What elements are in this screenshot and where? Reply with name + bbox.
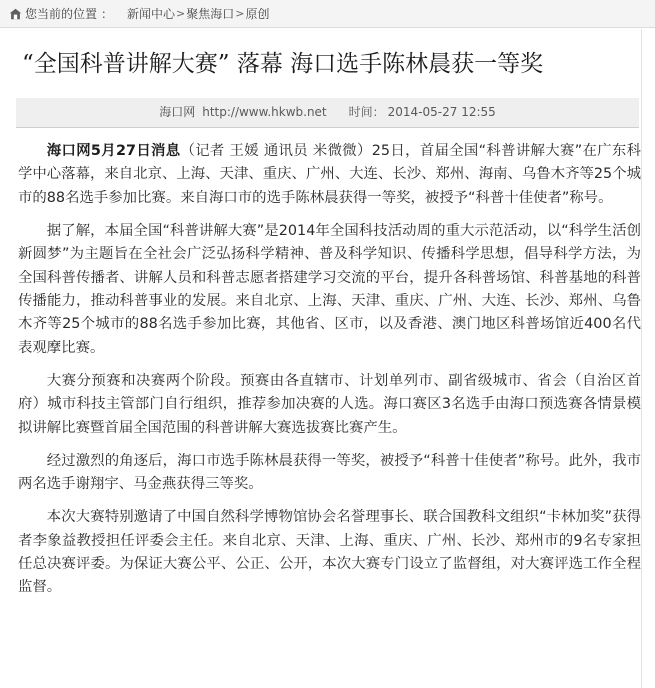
home-icon (9, 8, 22, 20)
breadcrumb-label: 您当前的位置 (25, 6, 98, 21)
page-title: “全国科普讲解大赛” 落幕 海口选手陈林晨获一等奖 (22, 51, 544, 77)
breadcrumb-item-focus-haikou[interactable]: 聚焦海口 (186, 6, 235, 21)
article-paragraph (18, 220, 641, 360)
paragraph-text: 大赛分预赛和决赛两个阶段。预赛由各直辖市、计划单列市、副省级城市、省会（自治区首府）城市科技主管部门自行组织，推荐参加决赛的人选。海口赛区3名选手由海口预选赛各情景模拟讲解比赛暨首届全国范围的科普讲解大赛选拔赛比赛产生。 (18, 372, 641, 436)
breadcrumb (0, 0, 655, 28)
breadcrumb-colon: ： (101, 6, 114, 21)
article-meta-wrapper (0, 90, 655, 128)
breadcrumb-separator-1: > (176, 7, 186, 20)
breadcrumb-item-news-center[interactable]: 新闻中心 (127, 6, 176, 21)
breadcrumb-item-original[interactable]: 原创 (245, 6, 270, 21)
article-body (0, 128, 655, 600)
paragraph-text: 本次大赛特别邀请了中国自然科学博物馆协会名誉理事长、联合国教科文组织“卡林加奖”获得者李象益教授担任评委会主任。来自北京、天津、上海、重庆、广州、长沙、郑州市的9名专家担任总决赛评委。为保证大赛公平、公正、公开，本次大赛专门设立了监督组，对大赛评选工作全程监督。 (18, 509, 641, 596)
article-paragraph (18, 370, 641, 440)
breadcrumb-separator-2: > (235, 7, 245, 20)
article-meta (16, 98, 639, 128)
meta-time-value: 2014-05-27 12:55 (387, 105, 496, 120)
paragraph-lead-source: 海口网5月27日消息 (46, 142, 181, 159)
article-paragraph (18, 450, 641, 497)
meta-source-url[interactable]: http://www.hkwb.net (202, 105, 327, 120)
paragraph-text: （记者 王媛 通讯员 米微微）25日，首届全国“科普讲解大赛”在广东科学中心落幕，来自北京、上海、天津、重庆、广州、大连、长沙、郑州、海南、乌鲁木齐等25个城市的88名选手参加比赛。来自海口市的选手陈林晨获得一等奖，被授予“科普十佳使者”称号。 (18, 142, 642, 206)
content-column-rule (641, 29, 642, 688)
paragraph-text: 据了解，本届全国“科普讲解大赛”是2014年全国科技活动周的重大示范活动，以“科学生活创新圆梦”为主题旨在全社会广泛弘扬科学精神、普及科学知识、传播科学思想，倡导科学方法，为全国科普传播者、讲解人员和科普志愿者搭建学习交流的平台，提升各科普场馆、科普基地的科普传播能力，推动科普事业的发展。来自北京、上海、天津、重庆、广州、大连、长沙、郑州、乌鲁木齐等25个城市的88名选手参加比赛，其他省、区市，以及香港、澳门地区科普场馆近400名代表观摩比赛。 (18, 222, 641, 356)
meta-time-label: 时间： (348, 105, 385, 120)
meta-source: 海口网 (159, 105, 196, 120)
paragraph-text: 经过激烈的角逐后，海口市选手陈林晨获得一等奖，被授予“科普十佳使者”称号。此外，我市两名选手谢翔宇、马金燕获得三等奖。 (18, 452, 641, 493)
article-paragraph (18, 140, 641, 210)
article-paragraph (18, 506, 641, 599)
